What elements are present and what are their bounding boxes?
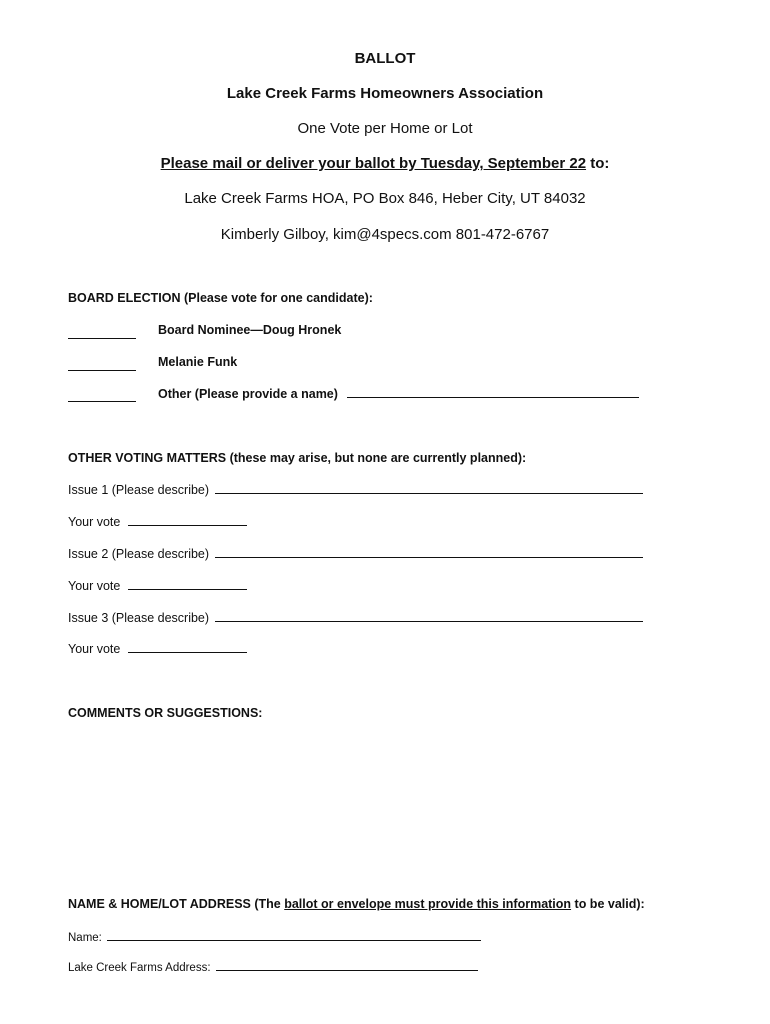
issue-3-row: [68, 610, 643, 625]
issue-2-vote-field[interactable]: [128, 578, 247, 590]
other-candidate-name-field[interactable]: [347, 386, 639, 398]
issue-1-label: Issue 1 (Please describe): [68, 483, 210, 497]
association-name: Lake Creek Farms Homeowners Association: [226, 85, 544, 102]
issue-3-label: Issue 3 (Please describe): [68, 611, 210, 625]
vote-rule: One Vote per Home or Lot: [297, 120, 473, 137]
issue-3-vote-field[interactable]: [128, 641, 247, 653]
name-address-heading: [68, 897, 645, 911]
issue-1-vote-label: Your vote: [68, 515, 121, 529]
mail-instruction: [0, 155, 770, 172]
candidate-1-label: Board Nominee—Doug Hronek: [158, 323, 342, 337]
candidate-2-label: Melanie Funk: [158, 355, 238, 369]
issue-2-vote-label: Your vote: [68, 579, 121, 593]
issue-3-vote-label: Your vote: [68, 642, 121, 656]
mail-suffix: to:: [586, 155, 610, 172]
name-label: Name:: [68, 932, 102, 944]
contact-info: Kimberly Gilboy, kim@4specs.com 801-472-6767: [220, 226, 550, 243]
issue-3-field[interactable]: [215, 610, 643, 622]
hoa-address: Lake Creek Farms HOA, PO Box 846, Heber City, UT 84032: [184, 190, 586, 207]
candidate-3-vote-blank[interactable]: [68, 389, 136, 402]
ballot-title: BALLOT: [354, 50, 416, 67]
name-address-heading-underlined: ballot or envelope must provide this information: [284, 897, 572, 911]
issue-1-row: [68, 482, 643, 497]
mail-deadline: Please mail or deliver your ballot by Tuesday, September 22: [160, 155, 587, 172]
comments-heading: COMMENTS OR SUGGESTIONS:: [68, 706, 263, 720]
issue-2-row: [68, 546, 643, 561]
name-address-heading-prefix: NAME & HOME/LOT ADDRESS (The: [68, 897, 285, 911]
candidate-3-text: Other (Please provide a name): [158, 387, 338, 401]
board-election-heading: BOARD ELECTION (Please vote for one candidate):: [68, 291, 373, 305]
candidate-1-vote-blank[interactable]: [68, 326, 136, 339]
address-field[interactable]: [216, 959, 478, 971]
other-matters-heading: OTHER VOTING MATTERS (these may arise, but none are currently planned):: [68, 451, 527, 465]
address-row: [68, 959, 478, 974]
comments-area[interactable]: [68, 728, 648, 878]
issue-2-vote-row: [68, 578, 247, 593]
issue-1-vote-field[interactable]: [128, 514, 247, 526]
name-address-heading-suffix: to be valid):: [571, 897, 645, 911]
name-field[interactable]: [107, 929, 481, 941]
candidate-2-vote-blank[interactable]: [68, 358, 136, 371]
issue-2-label: Issue 2 (Please describe): [68, 547, 210, 561]
issue-1-field[interactable]: [215, 482, 643, 494]
candidate-3-label: [158, 386, 639, 401]
name-row: [68, 929, 481, 944]
address-label: Lake Creek Farms Address:: [68, 962, 211, 974]
issue-2-field[interactable]: [215, 546, 643, 558]
issue-3-vote-row: [68, 641, 247, 656]
issue-1-vote-row: [68, 514, 247, 529]
